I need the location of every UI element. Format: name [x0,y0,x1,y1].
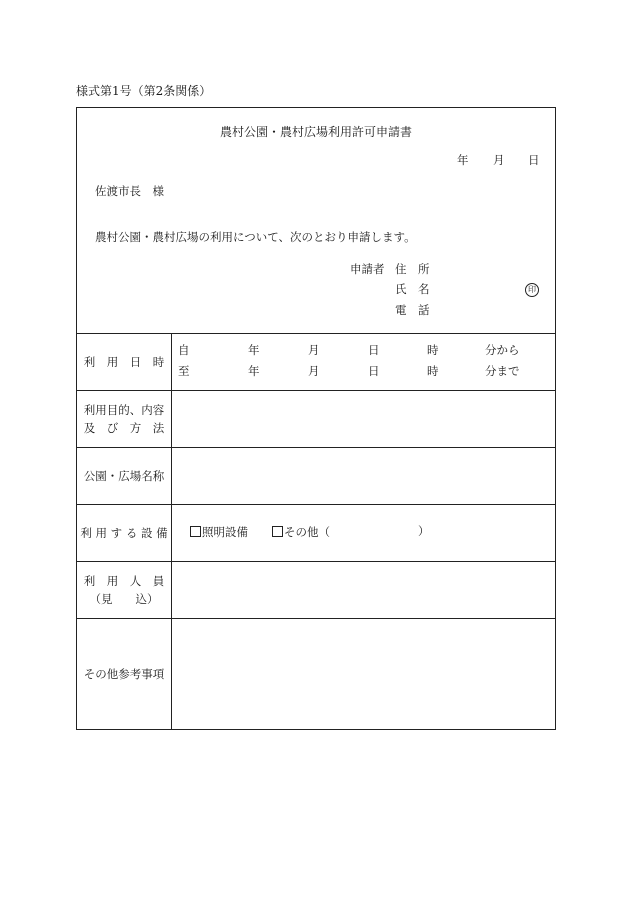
body-text: 農村公園・農村広場の利用について、次のとおり申請します。 [95,230,416,244]
to-day: 日 [368,364,380,378]
lighting-option-label: 照明設備 [202,525,248,539]
form-title: 農村公園・農村広場利用許可申請書 [219,125,412,139]
phone-label: 電 話 [395,303,430,317]
from-year: 年 [248,343,260,357]
to-prefix: 至 [178,364,190,378]
to-minute: 分まで [485,364,520,378]
other-option-label: その他（ [284,525,330,539]
other-checkbox[interactable] [272,526,283,537]
other-notes-label: その他参考事項 [83,667,165,681]
other-option-close: ） [418,524,430,538]
seal-icon: 印 [525,283,539,297]
park-name-field[interactable] [173,449,553,502]
date-day: 日 [528,153,540,167]
from-minute: 分から [485,343,520,357]
lighting-checkbox[interactable] [190,526,201,537]
application-form-table [76,107,556,730]
divider [77,618,555,619]
divider [77,561,555,562]
purpose-label-line1: 利用目的、内容 [83,403,165,417]
from-prefix: 自 [178,343,190,357]
address-label: 住 所 [395,262,430,276]
divider [77,447,555,448]
seal-mark [525,283,539,297]
from-day: 日 [368,343,380,357]
to-hour: 時 [427,364,439,378]
applicant-label: 申請者 [350,262,385,276]
park-name-label: 公園・広場名称 [83,469,165,483]
divider [77,333,555,334]
from-month: 月 [308,343,320,357]
form-number: 様式第1号（第2条関係） [76,84,212,98]
to-year: 年 [248,364,260,378]
date-year: 年 [457,153,469,167]
name-label: 氏 名 [395,282,430,296]
label-column-divider [171,333,172,729]
lighting-option[interactable] [190,526,248,539]
users-label-line2: （見 込） [89,592,159,606]
purpose-field[interactable] [173,392,553,445]
facilities-label: 利 用 す る 設 備 [80,526,168,540]
divider [77,390,555,391]
users-field[interactable] [173,563,553,616]
addressee: 佐渡市長 様 [95,184,164,198]
other-option[interactable] [272,526,330,539]
to-month: 月 [308,364,320,378]
users-label-line1: 利 用 人 員 [83,574,165,588]
divider [77,504,555,505]
purpose-label-line2: 及 び 方 法 [83,421,165,435]
from-hour: 時 [427,343,439,357]
other-notes-field[interactable] [173,620,553,728]
datetime-label: 利 用 日 時 [83,355,165,369]
date-month: 月 [493,153,505,167]
